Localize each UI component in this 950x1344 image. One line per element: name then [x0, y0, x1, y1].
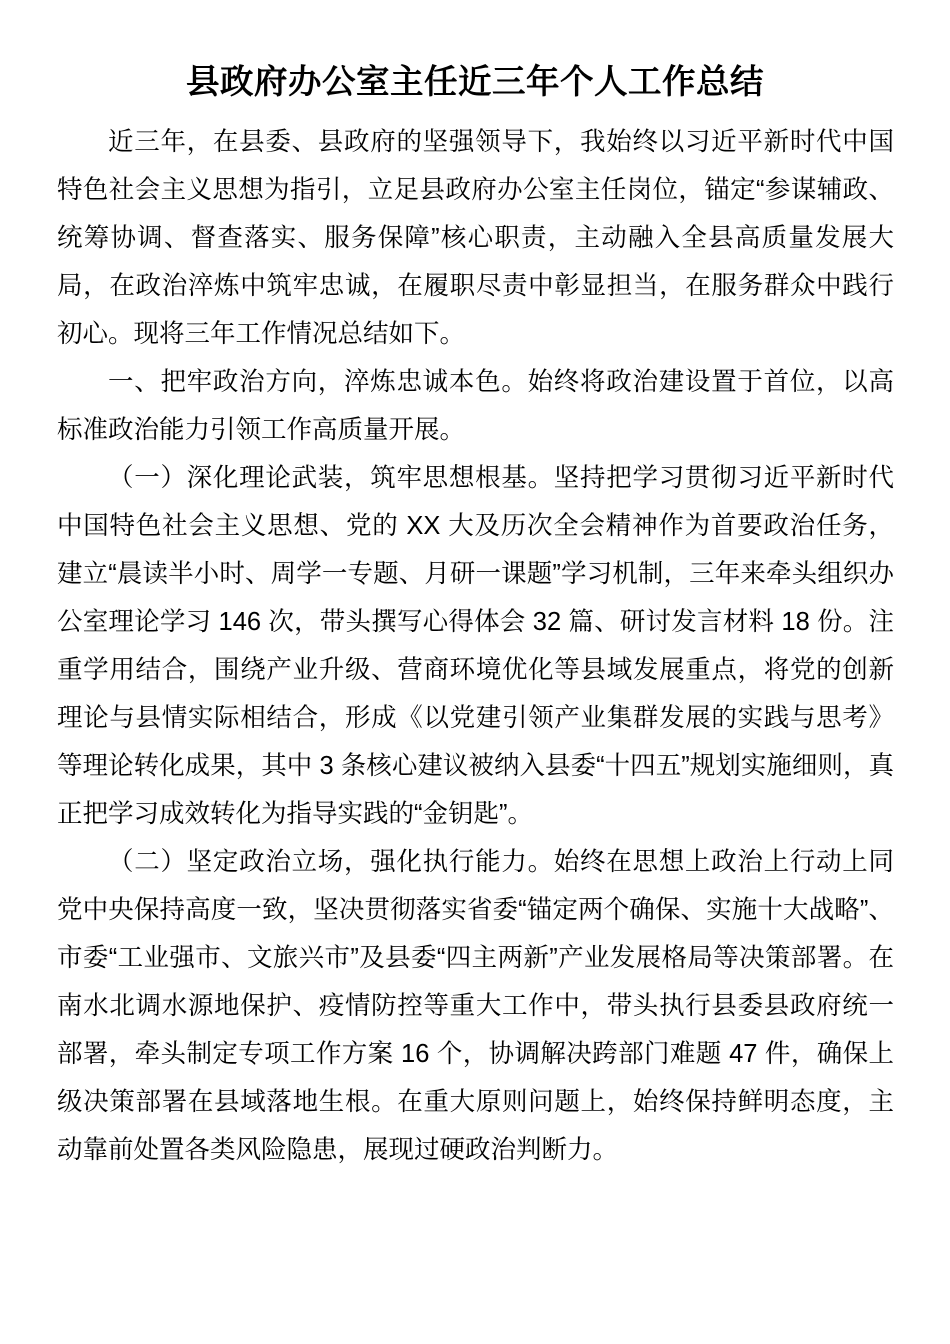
page-title: 县政府办公室主任近三年个人工作总结: [186, 64, 764, 101]
subsection-1-2: （二）坚定政治立场，强化执行能力。始终在思想上政治上行动上同党中央保持高度一致，坚决贯彻落实省委“锚定两个确保、实施十大战略”、市委“工业强市、文旅兴市”及县委“四主两新”产业发展格局等决策部署。在南水北调水源地保护、疫情防控等重大工作中，带头执行县委县政府统一部署，牵头制定专项工作方案 16 个，协调解决跨部门难题 47 件，确保上级决策部署在县域落地生根。在重大原则问题上，始终保持鲜明态度，主动靠前处置各类风险隐患，展现过硬政治判断力。: [57, 848, 894, 1164]
document-body: [57, 118, 894, 1174]
section-heading-1: 一、把牢政治方向，淬炼忠诚本色。始终将政治建设置于首位，以高标准政治能力引领工作高质量开展。: [57, 368, 894, 444]
paragraph-intro: 近三年，在县委、县政府的坚强领导下，我始终以习近平新时代中国特色社会主义思想为指引，立足县政府办公室主任岗位，锚定“参谋辅政、统筹协调、督查落实、服务保障”核心职责，主动融入全县高质量发展大局，在政治淬炼中筑牢忠诚，在履职尽责中彰显担当，在服务群众中践行初心。现将三年工作情况总结如下。: [57, 128, 894, 348]
subsection-1-1: （一）深化理论武装，筑牢思想根基。坚持把学习贯彻习近平新时代中国特色社会主义思想、党的 XX 大及历次全会精神作为首要政治任务，建立“晨读半小时、周学一专题、月研一课题”学习机制，三年来牵头组织办公室理论学习 146 次，带头撰写心得体会 32 篇、研讨发言材料 18 份。注重学用结合，围绕产业升级、营商环境优化等县域发展重点，将党的创新理论与县情实际相结合，形成《以党建引领产业集群发展的实践与思考》等理论转化成果，其中 3 条核心建议被纳入县委“十四五”规划实施细则，真正把学习成效转化为指导实践的“金钥匙”。: [57, 464, 894, 828]
